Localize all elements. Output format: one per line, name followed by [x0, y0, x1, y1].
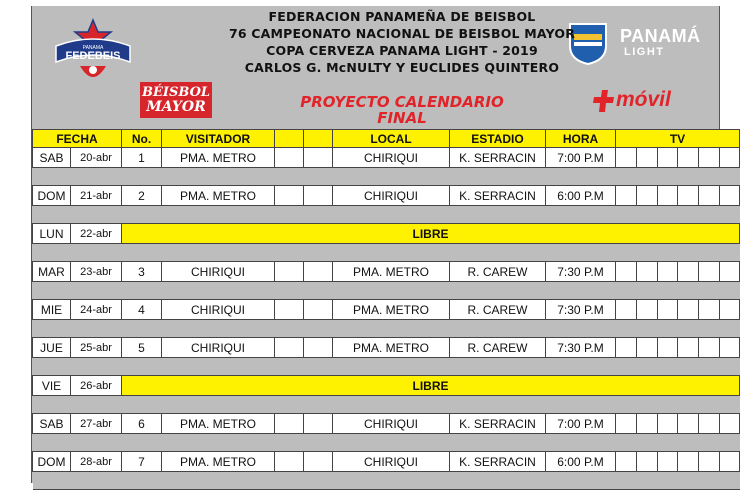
- tv-cell: [699, 262, 720, 282]
- tv-cell: [637, 452, 658, 472]
- header-line-1: FEDERACION PANAMEÑA DE BEISBOL: [268, 9, 536, 24]
- date-cell: 26-abr: [71, 376, 122, 396]
- visitor-cell: CHIRIQUI: [162, 300, 275, 320]
- local-cell: PMA. METRO: [333, 338, 450, 358]
- day-cell: SAB: [33, 148, 71, 168]
- day-cell: JUE: [33, 338, 71, 358]
- day-cell: LUN: [33, 224, 71, 244]
- row-spacer: [33, 396, 740, 414]
- blank-cell: [304, 186, 333, 206]
- tv-cell: [678, 452, 699, 472]
- row-spacer-cell: [33, 434, 740, 452]
- local-cell: CHIRIQUI: [333, 186, 450, 206]
- table-row: [33, 224, 740, 244]
- col-local: LOCAL: [333, 130, 450, 148]
- visitor-cell: PMA. METRO: [162, 452, 275, 472]
- header-line-2: 76 CAMPEONATO NACIONAL DE BEISBOL MAYOR: [228, 26, 576, 41]
- tv-cell: [720, 148, 740, 168]
- row-spacer-cell: [33, 282, 740, 300]
- row-spacer: [33, 206, 740, 224]
- date-cell: 21-abr: [71, 186, 122, 206]
- game-number-cell: 6: [122, 414, 162, 434]
- local-cell: PMA. METRO: [333, 300, 450, 320]
- stadium-cell: R. CAREW: [450, 300, 546, 320]
- day-cell: VIE: [33, 376, 71, 396]
- tv-cell: [637, 414, 658, 434]
- visitor-cell: CHIRIQUI: [162, 262, 275, 282]
- time-cell: 7:30 P.M: [546, 262, 616, 282]
- tv-cell: [720, 452, 740, 472]
- blank-cell: [275, 148, 304, 168]
- game-number-cell: 3: [122, 262, 162, 282]
- movil-plus-icon: [592, 88, 616, 114]
- stadium-cell: K. SERRACIN: [450, 186, 546, 206]
- game-number-cell: 4: [122, 300, 162, 320]
- tv-cell: [699, 186, 720, 206]
- tv-cell: [658, 300, 678, 320]
- day-cell: MAR: [33, 262, 71, 282]
- stadium-cell: K. SERRACIN: [450, 148, 546, 168]
- day-cell: DOM: [33, 452, 71, 472]
- blank-cell: [304, 338, 333, 358]
- col-estadio: ESTADIO: [450, 130, 546, 148]
- col-fecha: FECHA: [33, 130, 122, 148]
- tv-cell: [678, 338, 699, 358]
- tv-cell: [720, 338, 740, 358]
- tv-cell: [637, 300, 658, 320]
- row-spacer: [33, 320, 740, 338]
- blank-cell: [275, 262, 304, 282]
- tv-cell: [699, 300, 720, 320]
- local-cell: CHIRIQUI: [333, 452, 450, 472]
- tv-cell: [658, 452, 678, 472]
- row-spacer-cell: [33, 244, 740, 262]
- col-blank-1: [275, 130, 304, 148]
- visitor-cell: PMA. METRO: [162, 148, 275, 168]
- schedule-body: [33, 148, 740, 490]
- beisbol-mayor-line2: MAYOR: [146, 99, 206, 115]
- day-cell: SAB: [33, 414, 71, 434]
- blank-cell: [304, 262, 333, 282]
- col-hora: HORA: [546, 130, 616, 148]
- col-visitador: VISITADOR: [162, 130, 275, 148]
- time-cell: 7:30 P.M: [546, 338, 616, 358]
- row-spacer: [33, 434, 740, 452]
- tv-cell: [699, 148, 720, 168]
- tv-cell: [699, 414, 720, 434]
- header-line-3: COPA CERVEZA PANAMA LIGHT - 2019: [266, 43, 538, 58]
- row-spacer: [33, 168, 740, 186]
- time-cell: 7:30 P.M: [546, 300, 616, 320]
- tv-cell: [658, 414, 678, 434]
- date-cell: 23-abr: [71, 262, 122, 282]
- tv-cell: [720, 186, 740, 206]
- tv-cell: [637, 262, 658, 282]
- beisbol-mayor-line1: BÉISBOL: [141, 85, 211, 100]
- tv-cell: [699, 452, 720, 472]
- table-row: [33, 186, 740, 206]
- table-row: [33, 452, 740, 472]
- tv-cell: [637, 148, 658, 168]
- libre-cell: LIBRE: [122, 376, 740, 396]
- day-cell: MIE: [33, 300, 71, 320]
- visitor-cell: PMA. METRO: [162, 414, 275, 434]
- panama-light-title: PANAMÁ: [620, 26, 701, 46]
- row-spacer-cell: [33, 396, 740, 414]
- tv-cell: [616, 338, 637, 358]
- game-number-cell: 7: [122, 452, 162, 472]
- schedule-table: [32, 129, 740, 490]
- visitor-cell: CHIRIQUI: [162, 338, 275, 358]
- game-number-cell: 2: [122, 186, 162, 206]
- tv-cell: [720, 262, 740, 282]
- date-cell: 22-abr: [71, 224, 122, 244]
- tv-cell: [616, 148, 637, 168]
- panama-light-subtitle: LIGHT: [624, 46, 665, 58]
- schedule-sheet: [31, 6, 720, 483]
- time-cell: 6:00 P.M: [546, 186, 616, 206]
- row-spacer-cell: [33, 206, 740, 224]
- tv-cell: [616, 262, 637, 282]
- tv-cell: [720, 300, 740, 320]
- date-cell: 24-abr: [71, 300, 122, 320]
- date-cell: 28-abr: [71, 452, 122, 472]
- row-spacer: [33, 472, 740, 490]
- local-cell: CHIRIQUI: [333, 148, 450, 168]
- time-cell: 7:00 P.M: [546, 148, 616, 168]
- blank-cell: [304, 414, 333, 434]
- time-cell: 6:00 P.M: [546, 452, 616, 472]
- date-cell: 25-abr: [71, 338, 122, 358]
- blank-cell: [304, 148, 333, 168]
- local-cell: CHIRIQUI: [333, 414, 450, 434]
- blank-cell: [304, 300, 333, 320]
- movil-logo: [592, 86, 702, 116]
- row-spacer: [33, 282, 740, 300]
- tv-cell: [616, 186, 637, 206]
- stadium-cell: R. CAREW: [450, 338, 546, 358]
- local-cell: PMA. METRO: [333, 262, 450, 282]
- tv-cell: [637, 186, 658, 206]
- blank-cell: [304, 452, 333, 472]
- day-cell: DOM: [33, 186, 71, 206]
- table-row: [33, 262, 740, 282]
- tv-cell: [699, 338, 720, 358]
- tv-cell: [616, 452, 637, 472]
- col-blank-2: [304, 130, 333, 148]
- project-subtitle: FINAL: [377, 109, 427, 127]
- blank-cell: [275, 338, 304, 358]
- tv-cell: [678, 186, 699, 206]
- fedebeis-logo: [50, 18, 136, 88]
- time-cell: 7:00 P.M: [546, 414, 616, 434]
- table-row: [33, 148, 740, 168]
- table-row: [33, 300, 740, 320]
- row-spacer: [33, 244, 740, 262]
- table-row: [33, 376, 740, 396]
- row-spacer-cell: [33, 320, 740, 338]
- blank-cell: [275, 452, 304, 472]
- fedebeis-logo-text: FEDEBEIS: [65, 50, 121, 62]
- tv-cell: [658, 338, 678, 358]
- tv-cell: [616, 300, 637, 320]
- table-row: [33, 414, 740, 434]
- blank-cell: [275, 414, 304, 434]
- tv-cell: [616, 414, 637, 434]
- tv-cell: [658, 148, 678, 168]
- project-title: PROYECTO CALENDARIO: [300, 93, 504, 111]
- col-no: No.: [122, 130, 162, 148]
- beisbol-mayor-logo: [140, 82, 212, 118]
- table-header-row: [33, 130, 740, 148]
- stadium-cell: K. SERRACIN: [450, 414, 546, 434]
- tv-cell: [678, 300, 699, 320]
- tv-cell: [658, 262, 678, 282]
- col-tv: TV: [616, 130, 740, 148]
- tv-cell: [678, 148, 699, 168]
- table-row: [33, 338, 740, 358]
- stadium-cell: K. SERRACIN: [450, 452, 546, 472]
- game-number-cell: 1: [122, 148, 162, 168]
- game-number-cell: 5: [122, 338, 162, 358]
- date-cell: 20-abr: [71, 148, 122, 168]
- tv-cell: [637, 338, 658, 358]
- tv-cell: [658, 186, 678, 206]
- movil-logo-text: móvil: [616, 88, 671, 111]
- fedebeis-logo-subtext: PANAMA: [82, 45, 104, 51]
- date-cell: 27-abr: [71, 414, 122, 434]
- stadium-cell: R. CAREW: [450, 262, 546, 282]
- row-spacer: [33, 358, 740, 376]
- tv-cell: [678, 262, 699, 282]
- libre-cell: LIBRE: [122, 224, 740, 244]
- blank-cell: [275, 186, 304, 206]
- visitor-cell: PMA. METRO: [162, 186, 275, 206]
- row-spacer-cell: [33, 168, 740, 186]
- row-spacer-cell: [33, 358, 740, 376]
- row-spacer-cell: [33, 472, 740, 490]
- header-line-4: CARLOS G. McNULTY Y EUCLIDES QUINTERO: [244, 60, 560, 75]
- tv-cell: [720, 414, 740, 434]
- blank-cell: [275, 300, 304, 320]
- tv-cell: [678, 414, 699, 434]
